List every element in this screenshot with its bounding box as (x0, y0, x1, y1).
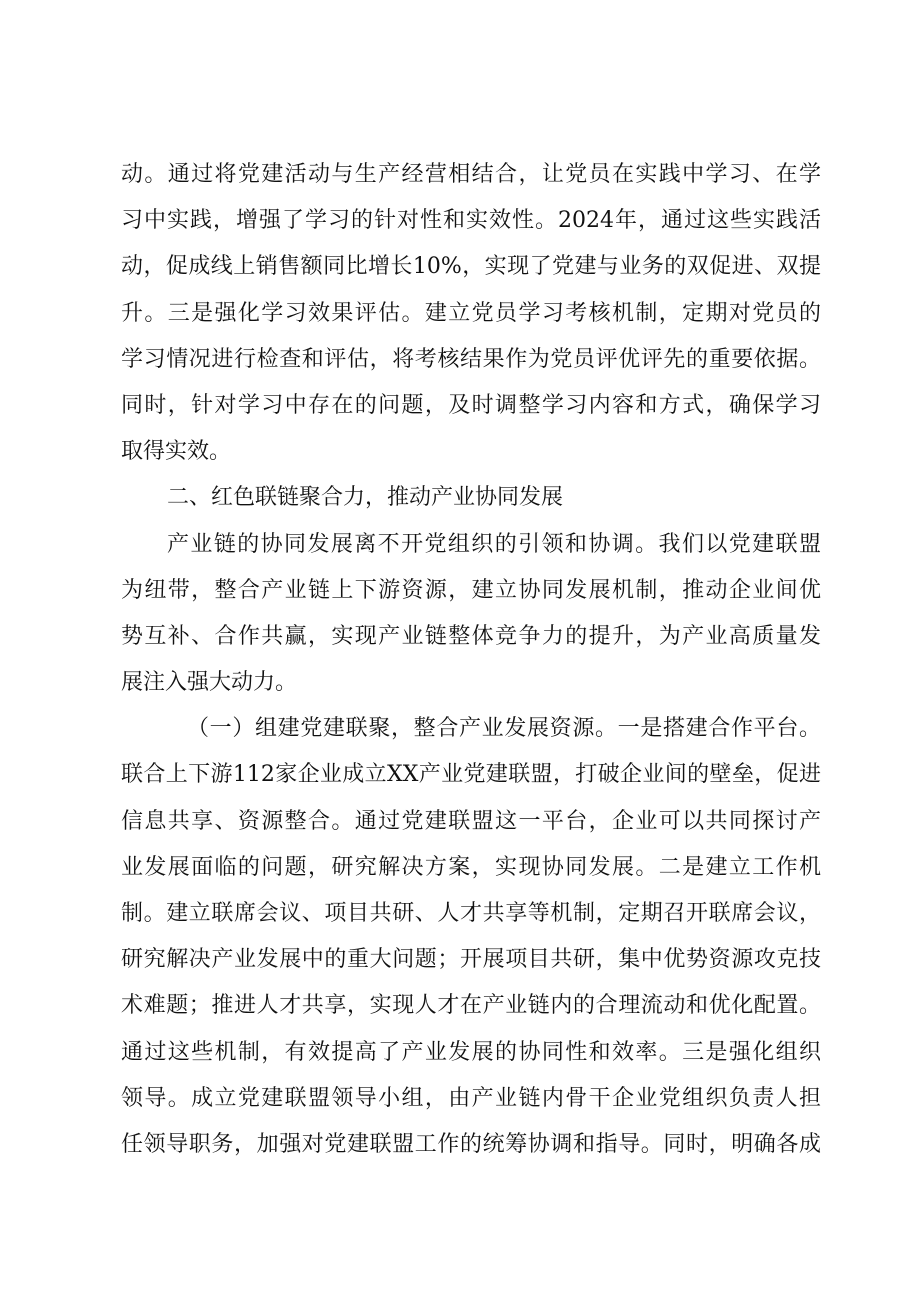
body-line: 习中实践，增强了学习的针对性和实效性。2024年，通过这些实践活 (121, 208, 821, 234)
body-line: 动。通过将党建活动与生产经营相结合，让党员在实践中学习、在学 (121, 162, 821, 187)
body-line: 同时，针对学习中存在的问题，及时调整学习内容和方式，确保学习 (121, 392, 821, 418)
subsection-line: （一）组建党建联聚，整合产业发展资源。一是搭建合作平台。 (187, 716, 821, 742)
body-line: 势互补、合作共赢，实现产业链整体竞争力的提升，为产业高质量发 (121, 623, 821, 649)
body-line: 通过这些机制，有效提高了产业发展的协同性和效率。三是强化组织 (121, 1039, 821, 1065)
body-line: 术难题；推进人才共享，实现人才在产业链内的合理流动和优化配置。 (121, 993, 821, 1019)
body-line: 领导。成立党建联盟领导小组，由产业链内骨干企业党组织负责人担 (121, 1085, 821, 1111)
body-line: 信息共享、资源整合。通过党建联盟这一平台，企业可以共同探讨产 (121, 808, 821, 834)
section-heading: 二、红色联链聚合力，推动产业协同发展 (167, 485, 564, 511)
body-line: 为纽带，整合产业链上下游资源，建立协同发展机制，推动企业间优 (121, 577, 821, 603)
body-line: 展注入强大动力。 (121, 670, 298, 696)
body-line: 取得实效。 (121, 439, 232, 465)
body-line: 升。三是强化学习效果评估。建立党员学习考核机制，定期对党员的 (121, 300, 821, 326)
body-line: 研究解决产业发展中的重大问题；开展项目共研，集中优势资源攻克技 (121, 947, 821, 973)
body-line: 联合上下游112家企业成立XX产业党建联盟，打破企业间的壁垒，促进 (121, 762, 821, 788)
body-line: 动，促成线上销售额同比增长10%，实现了党建与业务的双促进、双提 (121, 254, 821, 280)
body-line: 学习情况进行检查和评估，将考核结果作为党员评优评先的重要依据。 (121, 346, 821, 372)
body-line: 业发展面临的问题，研究解决方案，实现协同发展。二是建立工作机 (121, 854, 821, 880)
body-line: 产业链的协同发展离不开党组织的引领和协调。我们以党建联盟 (167, 531, 821, 557)
document-body (121, 152, 821, 1168)
body-line: 制。建立联席会议、项目共研、人才共享等机制，定期召开联席会议， (121, 901, 821, 926)
body-line: 任领导职务，加强对党建联盟工作的统筹协调和指导。同时，明确各成 (121, 1131, 821, 1157)
